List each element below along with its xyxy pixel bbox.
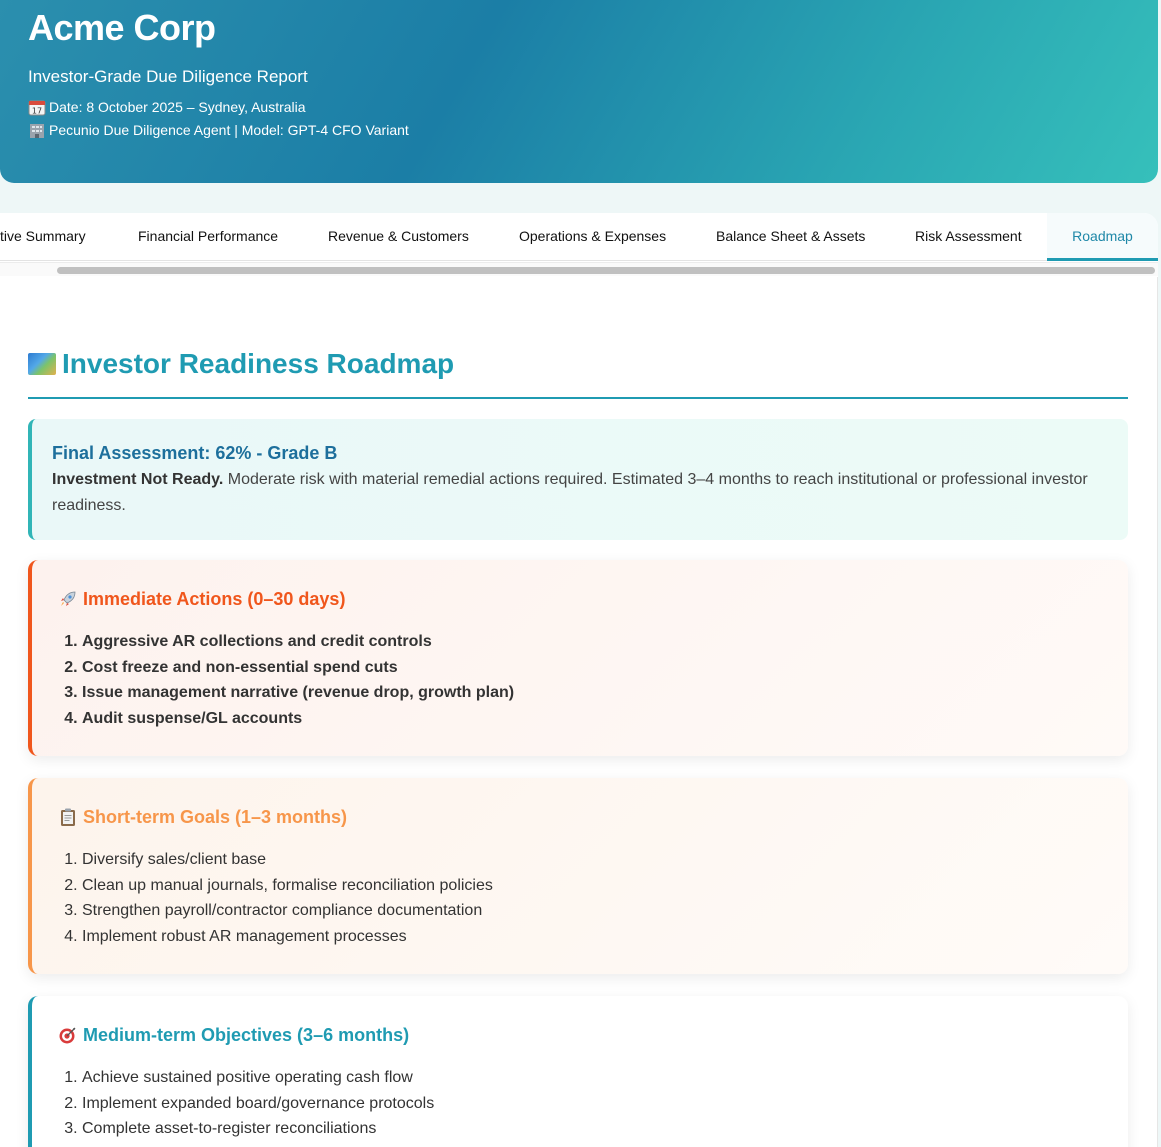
tab-balance-sheet-assets[interactable]: Balance Sheet & Assets bbox=[716, 228, 866, 244]
immediate-actions-card bbox=[28, 560, 1128, 756]
world-map-icon bbox=[28, 353, 56, 375]
tab-financial-performance[interactable]: Financial Performance bbox=[138, 228, 279, 244]
tab-row bbox=[0, 213, 1158, 261]
list-item: 4. Audit suspense/GL accounts bbox=[82, 706, 1128, 732]
tab-operations-expenses[interactable]: Operations & Expenses bbox=[519, 228, 667, 244]
rocket-icon bbox=[58, 589, 78, 609]
medium-term-objectives-list bbox=[58, 1065, 1128, 1142]
section-heading bbox=[28, 343, 1128, 399]
list-item: 1. Aggressive AR collections and credit controls bbox=[82, 629, 1128, 655]
list-item: 1. Achieve sustained positive operating cash flow bbox=[82, 1065, 1128, 1091]
short-term-goals-card bbox=[28, 778, 1128, 974]
clipboard-icon bbox=[58, 807, 78, 827]
short-term-goals-title: Short-term Goals (1–3 months) bbox=[83, 807, 348, 827]
list-item: 2. Clean up manual journals, formalise reconciliation policies bbox=[82, 873, 1128, 899]
immediate-actions-title: Immediate Actions (0–30 days) bbox=[83, 589, 346, 609]
agent-text: Pecunio Due Diligence Agent | Model: GPT-4 CFO Variant bbox=[49, 122, 409, 138]
tab-roadmap[interactable]: Roadmap bbox=[1047, 213, 1158, 261]
tab-executive-summary[interactable]: tive Summary bbox=[0, 228, 86, 244]
final-assessment-callout bbox=[28, 419, 1128, 540]
assessment-bold-lead: Investment Not Ready. bbox=[52, 471, 224, 488]
medium-term-objectives-title: Medium-term Objectives (3–6 months) bbox=[83, 1025, 410, 1045]
tab-risk-assessment[interactable]: Risk Assessment bbox=[915, 228, 1022, 244]
list-item: 4. Implement robust AR management processes bbox=[82, 924, 1128, 950]
medium-term-objectives-card bbox=[28, 996, 1128, 1147]
list-item: 3. Strengthen payroll/contractor compliance documentation bbox=[82, 898, 1128, 924]
assessment-text bbox=[52, 467, 1106, 519]
medium-term-objectives-heading bbox=[58, 1022, 1128, 1048]
list-item: 3. Issue management narrative (revenue drop, growth plan) bbox=[82, 680, 1128, 706]
tab-revenue-customers[interactable]: Revenue & Customers bbox=[328, 228, 469, 244]
assessment-description: Moderate risk with material remedial actions required. Estimated 3–4 months to reach institutional or professional investor readiness. bbox=[52, 471, 1088, 514]
immediate-actions-list bbox=[58, 629, 1128, 732]
short-term-goals-list bbox=[58, 847, 1128, 950]
report-subtitle: Investor-Grade Due Diligence Report bbox=[28, 67, 308, 86]
immediate-actions-heading bbox=[58, 586, 1128, 612]
tab-scrollbar-thumb[interactable] bbox=[57, 267, 1155, 274]
report-agent-line bbox=[28, 120, 1158, 140]
tab-bar bbox=[0, 213, 1158, 277]
svg-text:17: 17 bbox=[31, 106, 43, 115]
report-date-line bbox=[28, 97, 1158, 117]
short-term-goals-heading bbox=[58, 804, 1128, 830]
tab-scrollbar[interactable] bbox=[0, 262, 1158, 276]
list-item: 1. Diversify sales/client base bbox=[82, 847, 1128, 873]
list-item: 2. Cost freeze and non-essential spend cuts bbox=[82, 655, 1128, 681]
office-building-icon bbox=[28, 122, 46, 139]
roadmap-panel bbox=[0, 277, 1158, 1147]
report-header bbox=[0, 0, 1158, 183]
section-title: Investor Readiness Roadmap bbox=[62, 348, 455, 379]
target-icon bbox=[58, 1025, 78, 1045]
calendar-icon bbox=[28, 99, 46, 116]
date-text: Date: 8 October 2025 – Sydney, Australia bbox=[49, 99, 306, 115]
company-name: Acme Corp bbox=[28, 7, 216, 48]
assessment-title: Final Assessment: 62% - Grade B bbox=[52, 443, 338, 463]
list-item: 3. Complete asset-to-register reconciliations bbox=[82, 1116, 1128, 1142]
list-item: 2. Implement expanded board/governance protocols bbox=[82, 1091, 1128, 1117]
